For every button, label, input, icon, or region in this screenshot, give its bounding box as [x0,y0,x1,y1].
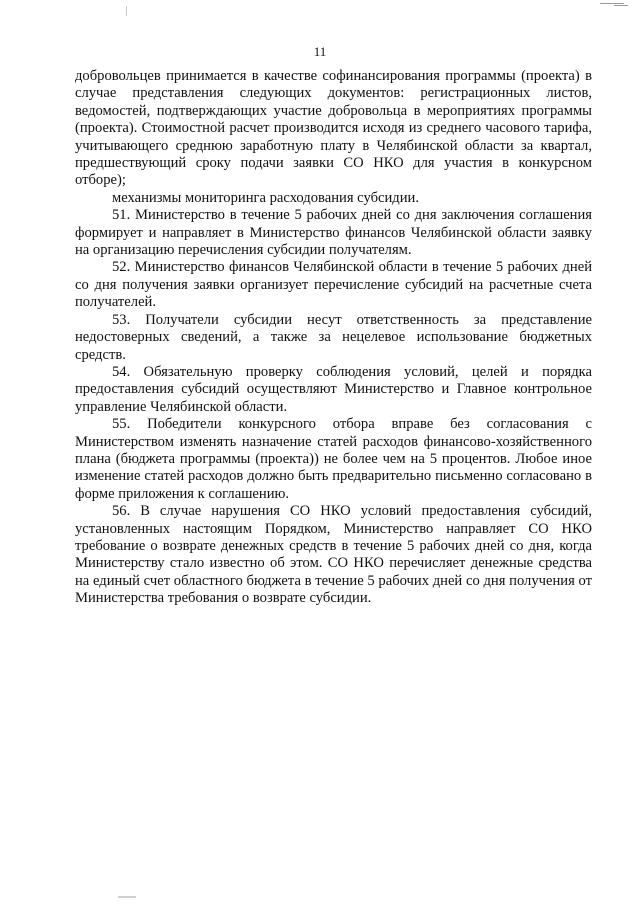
paragraph-clause-54: 54. Обязательную проверку соблюдения условий, целей и порядка предоставления субсидий осуществляют Министерство и Главное контрольное управление Челябинской области. [75,363,592,415]
scan-artifact-mark [126,6,127,16]
paragraph-clause-53: 53. Получатели субсидии несут ответственность за представление недостоверных сведений, а также за нецелевое использование бюджетных средств. [75,311,592,363]
scan-artifact-mark [118,896,136,898]
scan-artifact-mark [600,3,624,4]
document-body [75,68,592,608]
paragraph-clause-51: 51. Министерство в течение 5 рабочих дней со дня заключения соглашения формирует и направляет в Министерство финансов Челябинской области заявку на организацию перечисления субсидии получателям. [75,207,592,259]
paragraph-clause-55: 55. Победители конкурсного отбора вправе без согласования с Министерством изменять назначение статей расходов финансово-хозяйственного плана (бюджета программы (проекта)) не более чем на 5 процентов. Любое иное изменение статей расходов должно быть предварительно письменно согласовано в форме приложения к соглашению. [75,416,592,502]
paragraph-clause-56: 56. В случае нарушения СО НКО условий предоставления субсидий, установленных настоящим Порядком, Министерство направляет СО НКО требование о возврате денежных средств в течение 5 рабочих дней со дня, когда Министерству стало известно об этом. СО НКО перечисляет денежные средства на единый счет областного бюджета в течение 5 рабочих дней со дня получения от Министерства требования о возврате субсидии. [75,503,592,607]
paragraph-monitoring-mechanisms: механизмы мониторинга расходования субсидии. [112,189,419,206]
scan-artifact-mark [614,5,628,6]
paragraph-clause-52: 52. Министерство финансов Челябинской области в течение 5 рабочих дней со дня получения заявки организует перечисление субсидий на расчетные счета получателей. [75,259,592,311]
page-number: 11 [313,44,327,59]
paragraph-continuation: добровольцев принимается в качестве софинансирования программы (проекта) в случае представления следующих документов: регистрационных листов, ведомостей, подтверждающих участие добровольца в мероприятиях программы (проекта). Стоимостной расчет производится исходя из среднего часового тарифа, учитывающего среднюю заработную плату в Челябинской области за квартал, предшествующий сроку подачи заявки СО НКО для участия в конкурсном отборе); [75,68,592,189]
